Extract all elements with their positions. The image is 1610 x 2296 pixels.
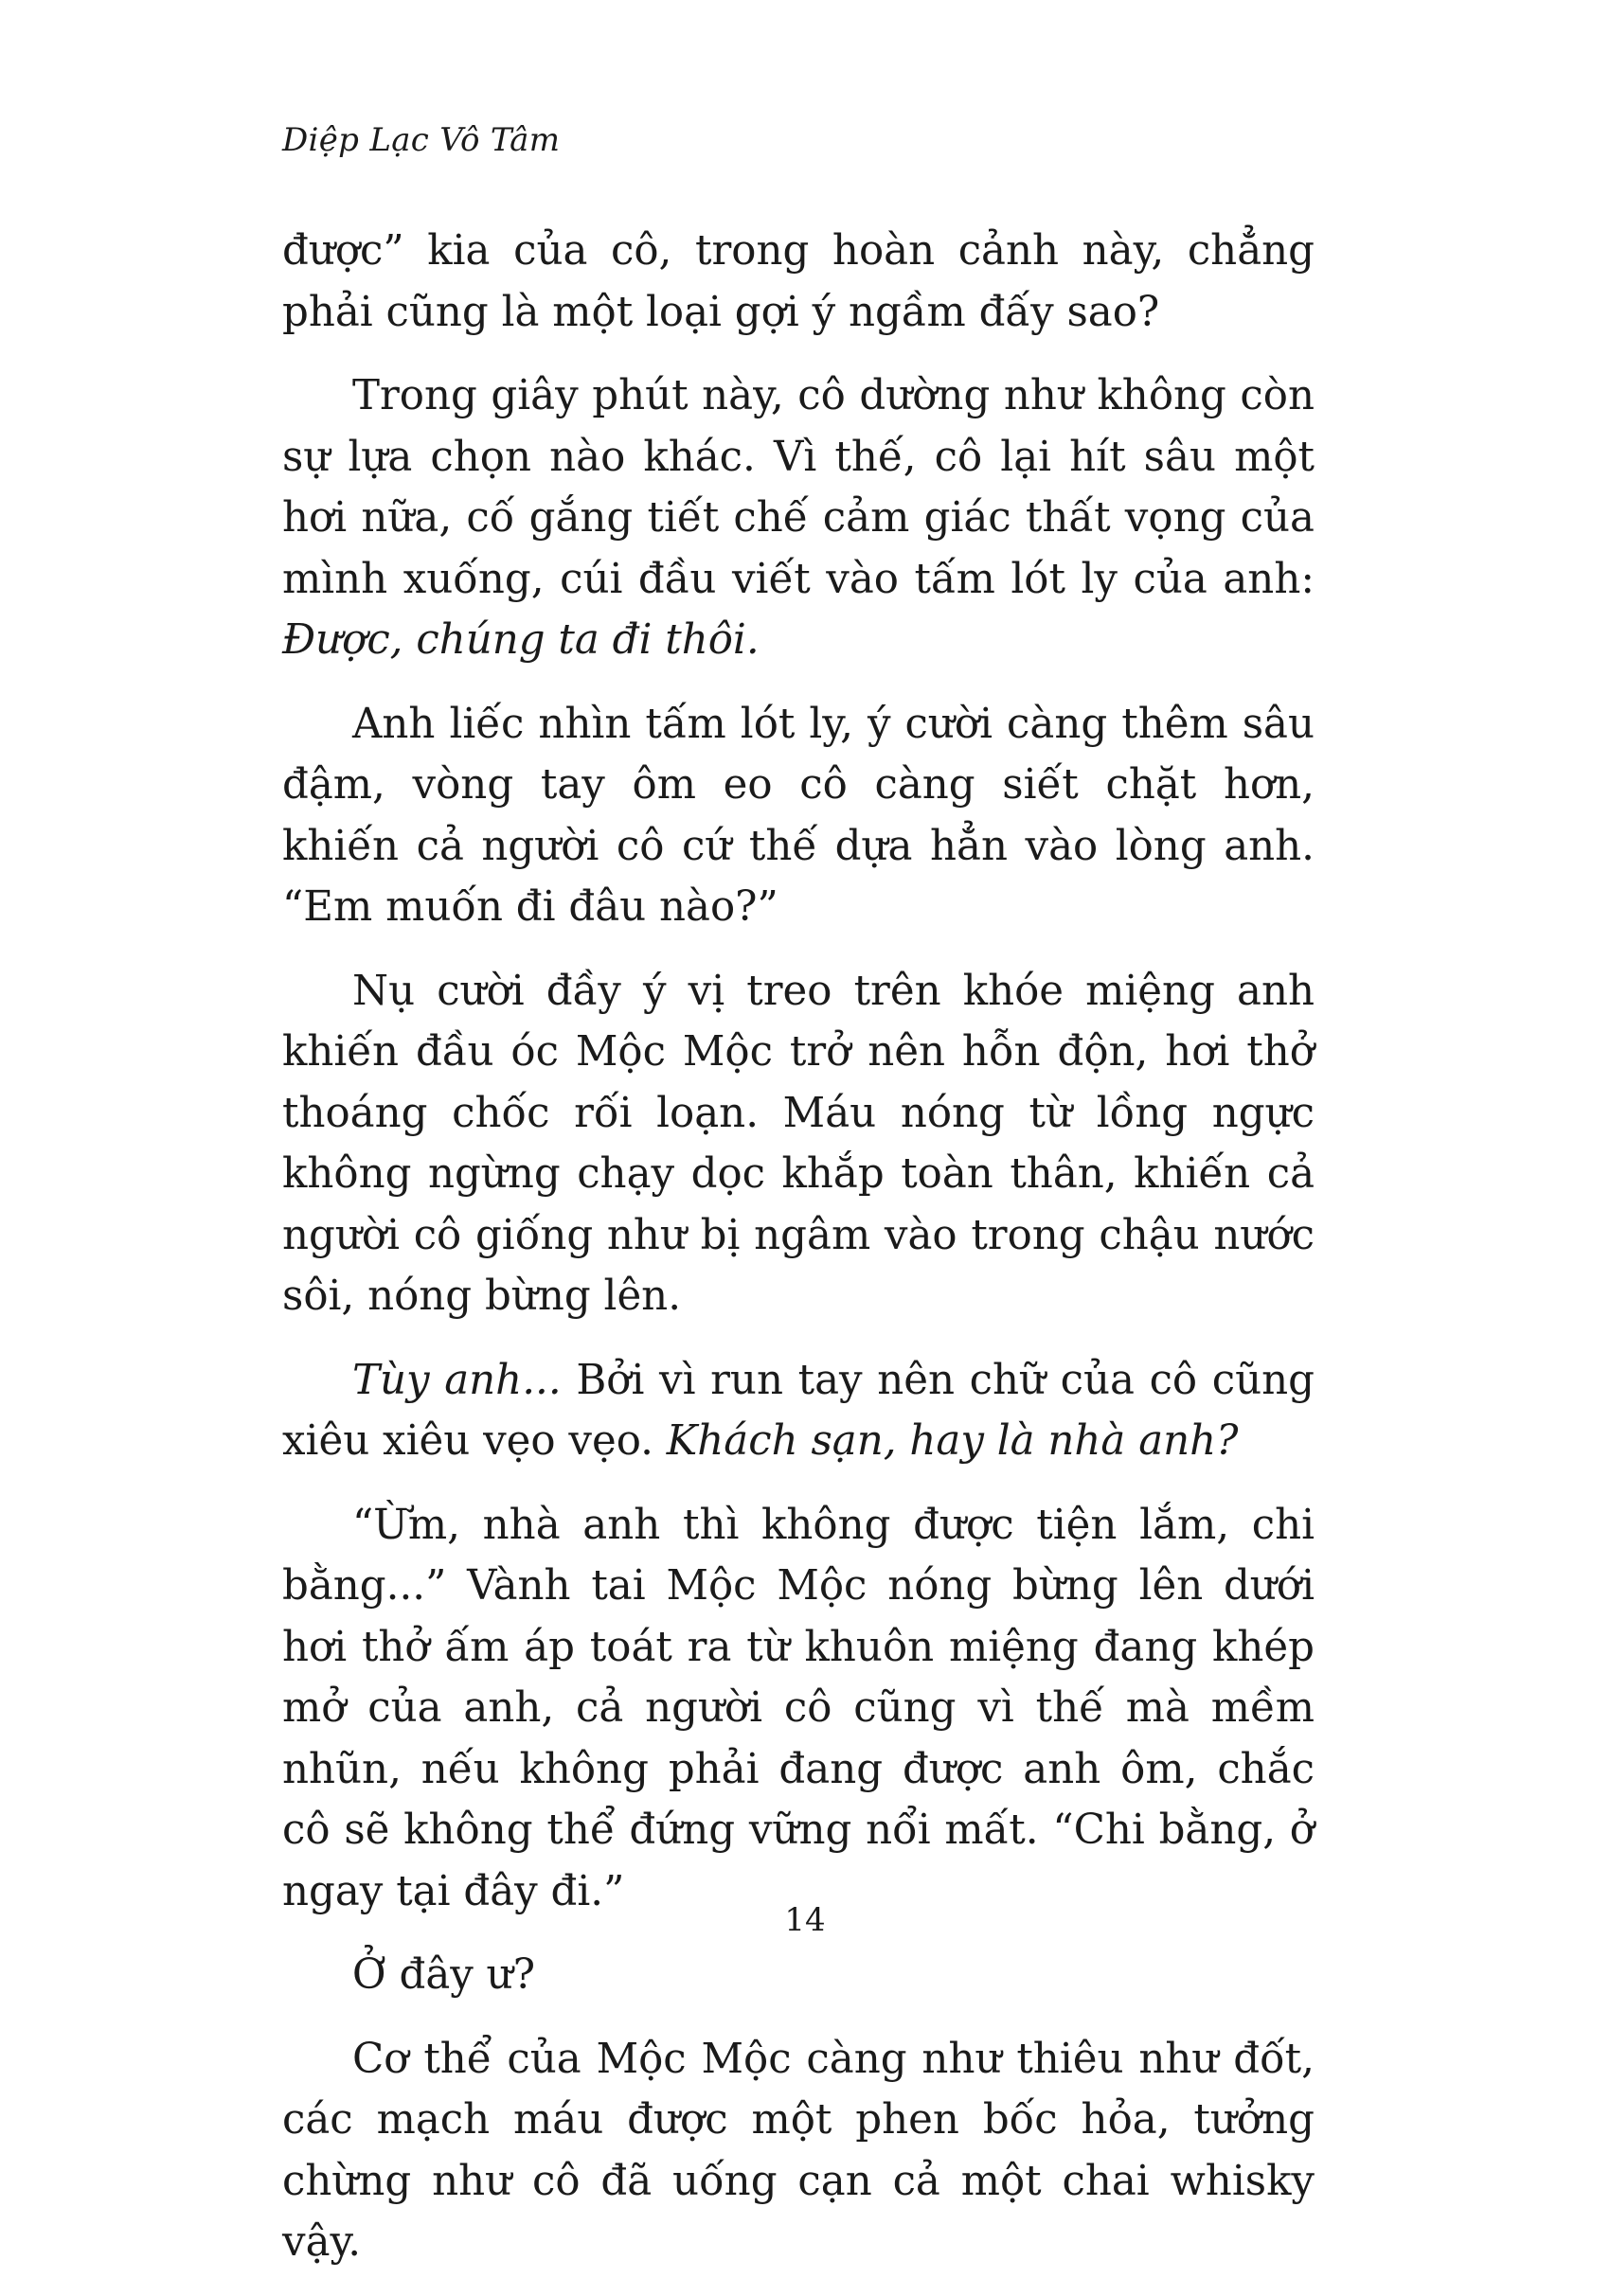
paragraph-text: Ở đây ư?	[352, 1951, 536, 1999]
paragraph-text: được” kia của cô, trong hoàn cảnh này, chẳng phải cũng là một loại gợi ý ngầm đấy sao?	[282, 227, 1315, 336]
paragraph-text: “Ừm, nhà anh thì không được tiện lắm, chi bằng...” Vành tai Mộc Mộc nóng bừng lên dưới hơi thở ấm áp toát ra từ khuôn miệng đang khép mở của anh, cả người cô cũng vì thế mà mềm nhũn, nếu không phải đang được anh ôm, chắc cô sẽ không thể đứng vững nổi mất. “Chi bằng, ở ngay tại đây đi.”	[282, 1501, 1315, 1915]
paragraph	[282, 1350, 1315, 1472]
paragraph	[282, 221, 1315, 343]
paragraph	[282, 2029, 1315, 2273]
paragraph-text: Anh liếc nhìn tấm lót ly, ý cười càng thêm sâu đậm, vòng tay ôm eo cô càng siết chặt hơn, khiến cả người cô cứ thế dựa hẳn vào lòng anh. “Em muốn đi đâu nào?”	[282, 700, 1315, 931]
paragraph-text: Bởi vì run tay nên chữ của cô cũng xiêu xiêu vẹo vẹo.	[282, 1356, 1315, 1465]
paragraph	[282, 961, 1315, 1327]
handwritten-note-text: Khách sạn, hay là nhà anh?	[666, 1417, 1239, 1465]
paragraph	[282, 1495, 1315, 1923]
paragraph	[282, 365, 1315, 671]
page-body	[282, 221, 1315, 2296]
handwritten-note-text: Được, chúng ta đi thôi.	[282, 616, 760, 664]
page-number: 14	[784, 1901, 826, 1939]
paragraph	[282, 1945, 1315, 2006]
paragraph-text: Nụ cười đầy ý vị treo trên khóe miệng anh khiến đầu óc Mộc Mộc trở nên hỗn độn, hơi thở thoáng chốc rối loạn. Máu nóng từ lồng ngực không ngừng chạy dọc khắp toàn thân, khiến cả người cô giống như bị ngâm vào trong chậu nước sôi, nóng bừng lên.	[282, 967, 1315, 1320]
paragraph	[282, 694, 1315, 938]
running-header: Diệp Lạc Vô Tâm	[282, 121, 561, 159]
handwritten-note-text: Tùy anh...	[352, 1356, 562, 1404]
paragraph-text: Cơ thể của Mộc Mộc càng như thiêu như đốt, các mạch máu được một phen bốc hỏa, tưởng chừng như cô đã uống cạn cả một chai whisky vậy.	[282, 2035, 1315, 2266]
paragraph-text: Trong giây phút này, cô dường như không còn sự lựa chọn nào khác. Vì thế, cô lại hít sâu một hơi nữa, cố gắng tiết chế cảm giác thất vọng của mình xuống, cúi đầu viết vào tấm lót ly của anh:	[282, 372, 1315, 603]
